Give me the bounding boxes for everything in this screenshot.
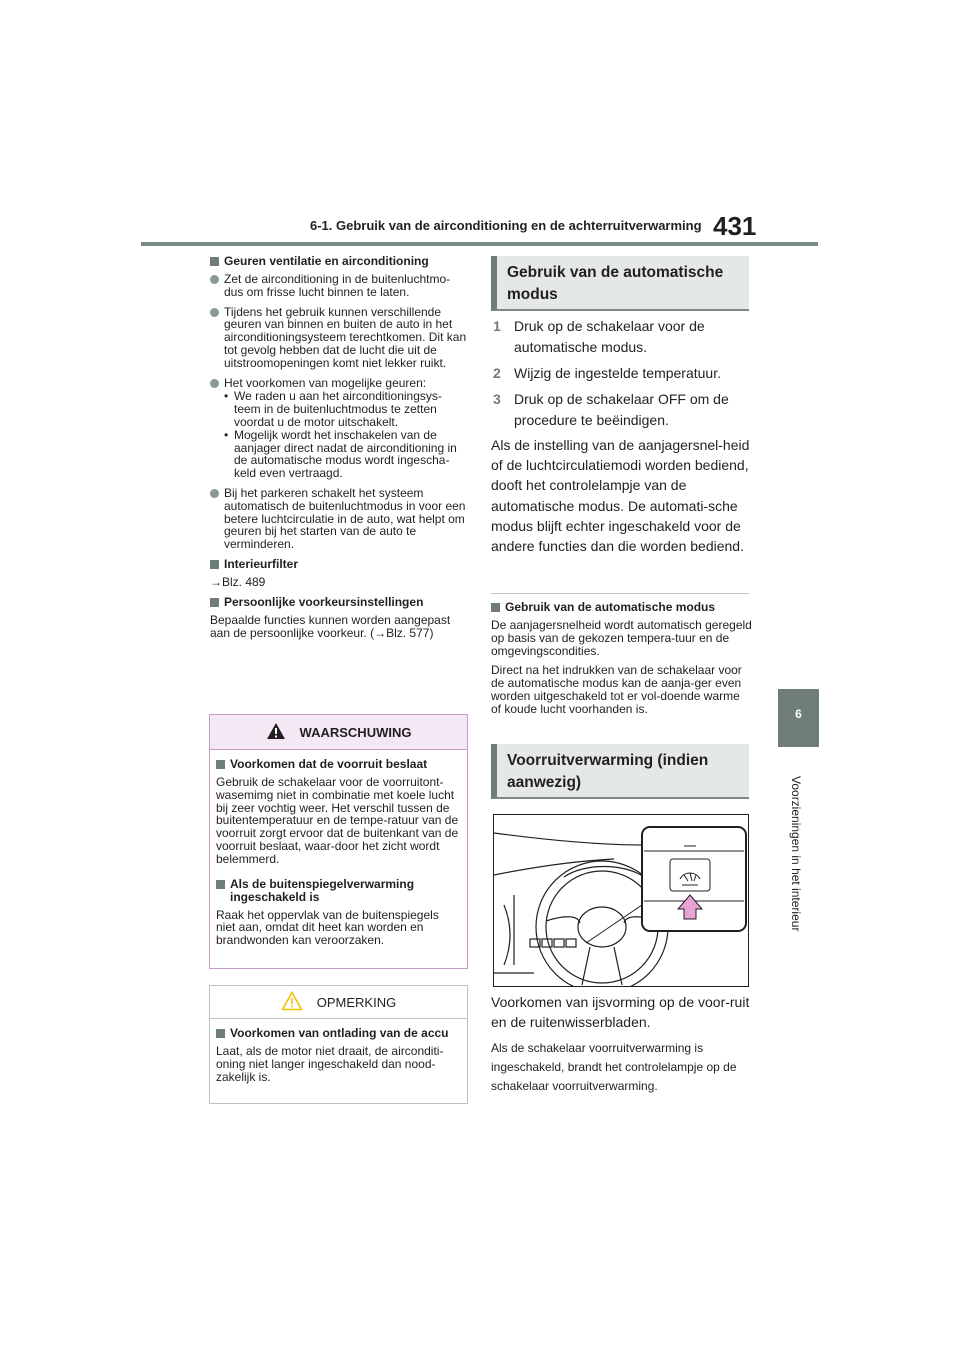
section-heading-odors: Geuren ventilatie en airconditioning	[210, 255, 468, 268]
section-title-defrost: Voorruitverwarming (indien aanwezig)	[491, 744, 749, 799]
section-divider	[491, 593, 749, 594]
defrost-caption: Voorkomen van ijsvorming op de voor-ruit en de ruitenwisserbladen.	[491, 994, 750, 1031]
chapter-side-label	[787, 776, 809, 996]
note-title: OPMERKING	[316, 994, 397, 1010]
note-text: Laat, als de motor niet draait, de airconditi-oning niet langer ingeschakeld dan nood-zakelijk is.	[216, 1044, 444, 1084]
info-heading: Gebruik van de automatische modus	[491, 601, 753, 614]
defrost-indicator-text: Als de schakelaar voorruitverwarming is ingeschakeld, brandt het controlelampje op de schakelaar voorruitverwarming.	[491, 1041, 737, 1093]
note-box	[209, 985, 468, 1104]
sub-list	[224, 390, 468, 480]
square-bullet-icon	[216, 760, 225, 769]
personal-settings-text: Bepaalde functies kunnen worden aangepast aan de persoonlijke voorkeur. (→Blz. 577)	[210, 612, 451, 640]
auto-mode-info	[491, 601, 753, 723]
auto-mode-steps	[491, 316, 751, 436]
list-item: Bij het parkeren schakelt het systeem automatisch de buitenluchtmodus in voor een betere luchtcirculatie in de auto, wat helpt om geuren bij het starten van de auto te verminderen.	[210, 487, 468, 551]
filter-page-reference[interactable]: →Blz. 489	[210, 574, 266, 589]
chapter-title: 6-1. Gebruik van de airconditioning en de achterruitverwarming	[310, 218, 702, 233]
warning-text: Raak het oppervlak van de buitenspiegels niet aan, omdat dit heet kan worden en brandwonden kan veroorzaken.	[216, 907, 439, 948]
warning-triangle-icon	[266, 722, 286, 743]
left-column	[210, 255, 468, 646]
page-number: 431	[713, 211, 757, 241]
steering-wheel-drawing	[494, 815, 749, 987]
chapter-tab: 6	[778, 689, 819, 747]
section-title-auto-mode: Gebruik van de automatische modus	[491, 256, 749, 311]
note-heading: Voorkomen van ontlading van de accu	[216, 1027, 461, 1040]
step-item: 3 Druk op de schakelaar OFF om de procedure te beëindigen.	[493, 391, 729, 428]
note-header	[210, 986, 467, 1019]
warning-box	[209, 714, 468, 969]
warning-text: Gebruik de schakelaar voor de voorruitont-wasemimg niet in combinatie met koele lucht bij zeer vochtig weer. Het verschil tussen de buitentemperatuur en de tempe-ratuur van de voorruit zorgt ervoor dat de buitenkant van de voorruit beslaat, waar-door het zicht wordt belemmerd.	[216, 775, 459, 866]
warning-heading: Als de buitenspiegelverwarming ingeschakeld is	[216, 878, 461, 904]
round-bullet-icon	[210, 379, 219, 388]
square-bullet-icon	[210, 560, 219, 569]
round-bullet-icon	[210, 489, 219, 498]
square-bullet-icon	[210, 257, 219, 266]
round-bullet-icon	[210, 308, 219, 317]
warning-title: WAARSCHUWING	[299, 724, 412, 740]
round-bullet-icon	[210, 275, 219, 284]
square-bullet-icon	[491, 603, 500, 612]
list-item: Het voorkomen van mogelijke geuren: • We raden u aan het airconditioningsys-teem in de buitenluchtmodus te zetten voordat u de motor uitschakelt. • Mogelijk wordt het inschakelen van de aanjager direct nadat de airconditioning in de automatische modus wordt ingescha-keld even vertraagd.	[210, 377, 468, 480]
info-text: Direct na het indrukken van de schakelaar voor de automatische modus kan de aanja-ger even worden uitgeschakeld tot er vol-doende warme of koude lucht voorhanden is.	[491, 663, 742, 716]
sub-list-item: • Mogelijk wordt het inschakelen van de aanjager direct nadat de airconditioning in de automatische modus wordt ingescha-keld even vertraagd.	[224, 427, 457, 481]
sub-list-item: • We raden u aan het airconditioningsys-teem in de buitenluchtmodus te zetten voordat u de motor uitschakelt.	[224, 389, 442, 429]
caution-triangle-icon	[281, 991, 303, 1014]
header-divider	[141, 242, 818, 246]
square-bullet-icon	[210, 598, 219, 607]
square-bullet-icon	[216, 880, 225, 889]
list-item: Tijdens het gebruik kunnen verschillende geuren van binnen en buiten de auto in het airconditioningsysteem terechtkomen. Dit kan tot gevolg hebben dat de lucht die uit de uitstroomopeningen komt niet lekker ruikt.	[210, 306, 468, 370]
section-heading-personal: Persoonlijke voorkeursinstellingen	[210, 596, 468, 609]
step-item: 1 Druk op de schakelaar voor de automatische modus.	[493, 318, 705, 355]
warning-heading: Voorkomen dat de voorruit beslaat	[216, 758, 461, 771]
info-text: De aanjagersnelheid wordt automatisch geregeld op basis van de gekozen tempera-tuur en de omgevingscondities.	[491, 618, 752, 658]
auto-mode-body: Als de instelling van de aanjagersnel-heid of de luchtcirculatiemodi worden bediend, dooft het controlelampje van de automatische modus. De automati-sche modus blijft echter ingeschakeld voor de andere functies dan die worden bediend.	[491, 437, 750, 555]
warning-header	[210, 715, 467, 750]
chapter-side-label-text: Voorzieningen in het interieur	[789, 776, 803, 932]
square-bullet-icon	[216, 1029, 225, 1038]
section-heading-filter: Interieurfilter	[210, 558, 468, 571]
dashboard-illustration	[493, 814, 749, 987]
list-item: Zet de airconditioning in de buitenluchtmo-dus om frisse lucht binnen te laten.	[210, 273, 468, 299]
step-item: 2 Wijzig de ingestelde temperatuur.	[493, 365, 721, 381]
